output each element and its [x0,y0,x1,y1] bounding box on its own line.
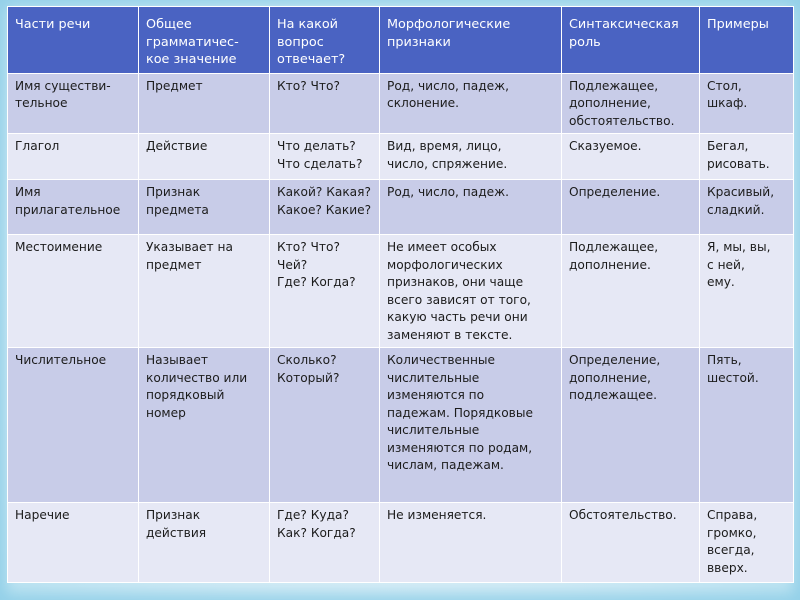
cell-grammatical-meaning: Признак действия [139,503,270,583]
cell-morphological-features: Не изменяется. [380,503,562,583]
cell-grammatical-meaning: Называет количество или порядковый номер [139,348,270,503]
cell-syntactic-role: Определение, дополнение, подлежащее. [562,348,700,503]
cell-examples: Стол, шкаф. [700,73,794,134]
parts-of-speech-table [7,6,794,583]
cell-morphological-features: Вид, время, лицо, число, спряжение. [380,134,562,180]
table-row [8,180,794,235]
cell-morphological-features: Род, число, падеж, склонение. [380,73,562,134]
cell-part-of-speech: Имя существи- тельное [8,73,139,134]
cell-question: Что делать? Что сделать? [270,134,380,180]
cell-grammatical-meaning: Действие [139,134,270,180]
cell-morphological-features: Не имеет особых морфологических признаков, они чаще всего зависят от того, какую часть речи они заменяют в тексте. [380,235,562,348]
table-row [8,134,794,180]
cell-examples: Бегал, рисовать. [700,134,794,180]
cell-part-of-speech: Имя прилагательное [8,180,139,235]
cell-examples: Справа, громко, всегда, вверх. [700,503,794,583]
cell-grammatical-meaning: Признак предмета [139,180,270,235]
cell-examples: Я, мы, вы, с ней, ему. [700,235,794,348]
table-row [8,348,794,503]
table-row [8,503,794,583]
header-syntactic-role: Синтаксическая роль [562,7,700,74]
cell-morphological-features: Род, число, падеж. [380,180,562,235]
cell-question: Где? Куда? Как? Когда? [270,503,380,583]
cell-syntactic-role: Определение. [562,180,700,235]
table-row [8,73,794,134]
cell-syntactic-role: Подлежащее, дополнение, обстоятельство. [562,73,700,134]
cell-syntactic-role: Подлежащее, дополнение. [562,235,700,348]
cell-grammatical-meaning: Предмет [139,73,270,134]
cell-syntactic-role: Обстоятельство. [562,503,700,583]
cell-examples: Красивый, сладкий. [700,180,794,235]
table-row [8,235,794,348]
cell-grammatical-meaning: Указывает на предмет [139,235,270,348]
cell-examples: Пять, шестой. [700,348,794,503]
cell-part-of-speech: Числительное [8,348,139,503]
cell-part-of-speech: Местоимение [8,235,139,348]
cell-question: Какой? Какая? Какое? Какие? [270,180,380,235]
table-header-row [8,7,794,74]
header-morphological-features: Морфологические признаки [380,7,562,74]
cell-question: Кто? Что? Чей? Где? Когда? [270,235,380,348]
cell-question: Сколько? Который? [270,348,380,503]
cell-part-of-speech: Наречие [8,503,139,583]
cell-morphological-features: Количественные числительные изменяются по падежам. Порядковые числительные изменяются по родам, числам, падежам. [380,348,562,503]
header-question: На какой вопрос отвечает? [270,7,380,74]
header-part-of-speech: Части речи [8,7,139,74]
header-grammatical-meaning: Общее грамматичес- кое значение [139,7,270,74]
cell-syntactic-role: Сказуемое. [562,134,700,180]
header-examples: Примеры [700,7,794,74]
cell-question: Кто? Что? [270,73,380,134]
cell-part-of-speech: Глагол [8,134,139,180]
